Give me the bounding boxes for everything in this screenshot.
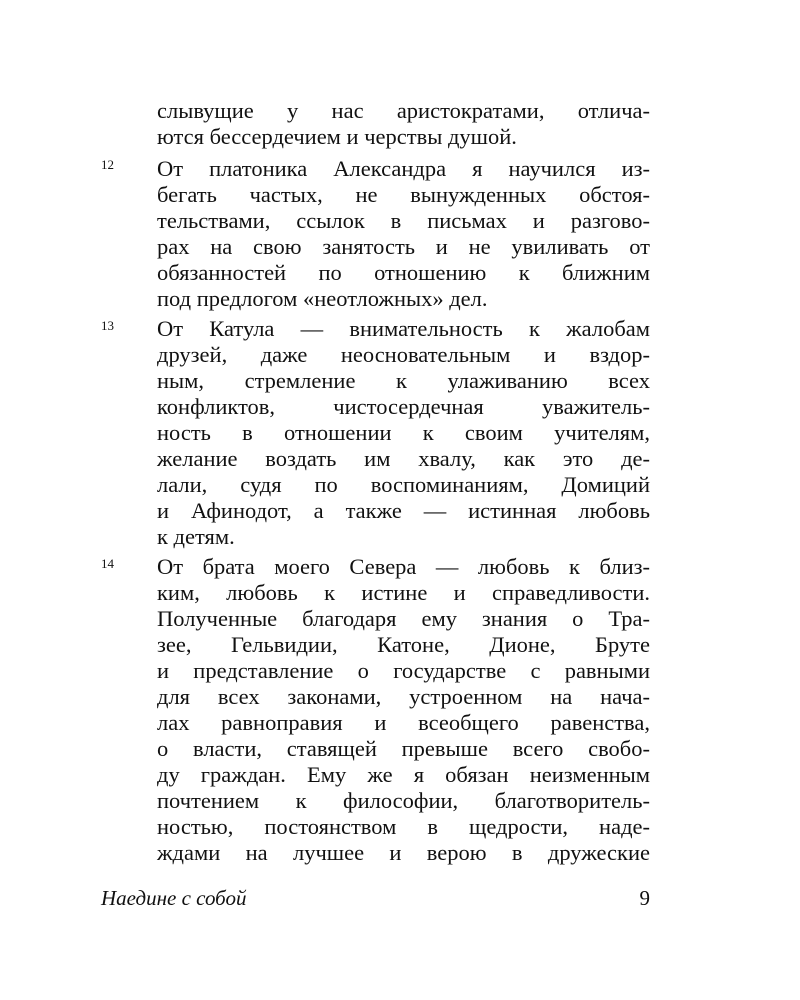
section-number-14: 14	[101, 556, 114, 571]
text-line: лах равноправия и всеобщего равенства,	[157, 710, 650, 735]
text-line: и Афинодот, а также — истинная любовь	[157, 498, 650, 523]
text-line: слывущие у нас аристократами, отлича-	[157, 98, 650, 123]
text-line: ются бессердечием и черствы душой.	[157, 124, 517, 149]
text-line: конфликтов, чистосердечная уважитель-	[157, 394, 650, 419]
section-number-12: 12	[101, 157, 114, 172]
text-line: ким, любовь к истине и справедливости.	[157, 580, 650, 605]
text-line: тельствами, ссылок в письмах и разгово-	[157, 208, 650, 233]
text-line: о власти, ставящей превыше всего свобо-	[157, 736, 650, 761]
page-number: 9	[639, 886, 650, 910]
text-line: ным, стремление к улаживанию всех	[157, 368, 650, 393]
text-line: зее, Гельвидии, Катоне, Дионе, Бруте	[157, 632, 650, 657]
text-line: Полученные благодаря ему знания о Тра-	[157, 606, 650, 631]
text-line: друзей, даже неосновательным и вздор-	[157, 342, 650, 367]
text-line: ность в отношении к своим учителям,	[157, 420, 650, 445]
text-line: для всех законами, устроенном на нача-	[157, 684, 650, 709]
text-line: и представление о государстве с равными	[157, 658, 650, 683]
text-line: под предлогом «неотложных» дел.	[157, 286, 488, 311]
text-line: От платоника Александра я научился из-	[157, 156, 650, 181]
text-line: обязанностей по отношению к ближним	[157, 260, 650, 285]
text-line: бегать частых, не вынужденных обстоя-	[157, 182, 650, 207]
running-footer-title: Наедине с собой	[101, 886, 247, 910]
text-line: рах на свою занятость и не увиливать от	[157, 234, 650, 259]
text-line: От Катула — внимательность к жалобам	[157, 316, 650, 341]
text-line: лали, судя по воспоминаниям, Домиций	[157, 472, 650, 497]
text-line: к детям.	[157, 524, 235, 549]
text-line: почтением к философии, благотворитель-	[157, 788, 650, 813]
text-line: От брата моего Севера — любовь к близ-	[157, 554, 650, 579]
text-line: желание воздать им хвалу, как это де-	[157, 446, 650, 471]
text-line: ду граждан. Ему же я обязан неизменным	[157, 762, 650, 787]
section-number-13: 13	[101, 318, 114, 333]
text-line: ностью, постоянством в щедрости, наде-	[157, 814, 650, 839]
text-line: ждами на лучшее и верою в дружеские	[157, 840, 650, 865]
